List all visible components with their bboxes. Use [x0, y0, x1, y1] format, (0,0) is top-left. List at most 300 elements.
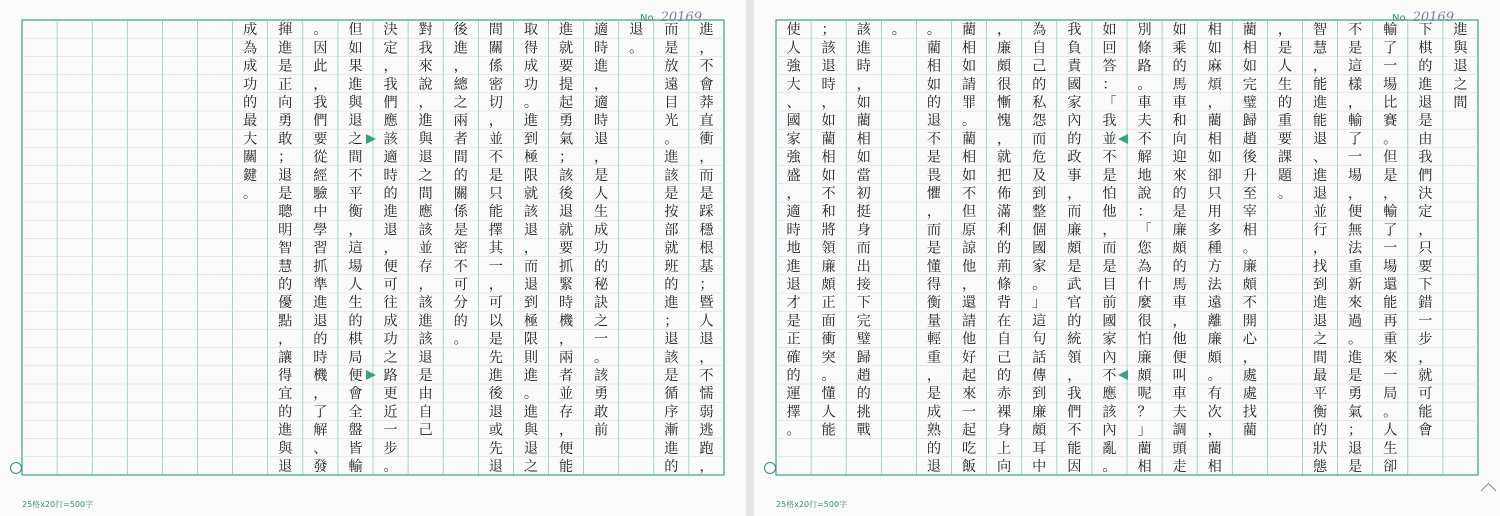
handwritten-character: 人	[821, 404, 836, 421]
handwritten-character: 。	[1242, 240, 1257, 257]
handwritten-character: 很	[1137, 313, 1152, 330]
handwritten-character: 向	[1172, 131, 1187, 148]
handwritten-character: 退	[348, 113, 363, 130]
handwritten-character: 循	[664, 386, 679, 403]
handwritten-character: 時	[821, 76, 836, 93]
handwritten-character: 來	[961, 386, 977, 403]
handwritten-character: 的	[1067, 131, 1082, 148]
handwritten-character: 怕	[1102, 186, 1117, 203]
handwritten-character: 是	[1102, 258, 1117, 275]
handwritten-character: 初	[856, 186, 871, 203]
handwritten-character: 有	[1207, 386, 1222, 403]
handwritten-character: 相	[1242, 40, 1257, 57]
handwritten-character: 退	[1453, 58, 1468, 75]
handwritten-character: 進	[699, 22, 714, 39]
handwritten-character: 最	[1312, 368, 1328, 385]
handwritten-character: 後	[1242, 149, 1257, 166]
handwritten-character: 勇	[278, 113, 293, 130]
handwritten-character: ，	[926, 368, 942, 385]
handwritten-character: 的	[856, 386, 871, 403]
handwritten-character: 光	[664, 113, 679, 130]
handwritten-character: 家	[1032, 258, 1047, 275]
handwritten-character: 該	[664, 349, 679, 366]
handwritten-character: 內	[1102, 349, 1117, 366]
handwritten-character: 暨	[699, 295, 714, 312]
handwritten-character: 一	[961, 404, 977, 421]
handwritten-character: 要	[558, 58, 574, 75]
handwritten-character: 輕	[926, 331, 942, 348]
handwritten-character: 能	[1312, 76, 1328, 93]
handwritten-character: 我	[383, 76, 398, 93]
handwritten-character: 升	[1242, 167, 1257, 184]
handwritten-character: 並	[418, 240, 433, 257]
handwritten-character: 是	[1418, 113, 1433, 130]
handwritten-character: 生	[1277, 76, 1293, 93]
handwritten-character: 緊	[558, 277, 574, 294]
handwritten-character: 並	[488, 131, 503, 148]
handwritten-character: ；	[558, 149, 574, 166]
handwritten-character: 自	[997, 331, 1012, 348]
handwritten-character: 是	[278, 58, 293, 75]
handwritten-character: 退	[488, 404, 503, 421]
handwritten-character: 更	[383, 386, 398, 403]
handwritten-character: 該	[856, 22, 871, 39]
handwritten-character: 時	[558, 295, 574, 312]
handwritten-character: 退	[1418, 95, 1433, 112]
handwritten-character: 宰	[1242, 204, 1257, 221]
handwritten-character: 夫	[1172, 404, 1187, 421]
handwritten-character: 和	[821, 204, 836, 221]
handwritten-character: 完	[856, 313, 871, 330]
handwritten-character: 藺	[821, 131, 836, 148]
handwritten-character: 麼	[1137, 295, 1152, 312]
handwritten-character: ，	[594, 76, 609, 93]
handwritten-character: 弱	[699, 404, 714, 421]
handwritten-character: 直	[699, 113, 714, 130]
handwritten-character: 的	[1277, 95, 1293, 112]
handwritten-character: 是	[1383, 167, 1398, 184]
handwritten-character: 該	[418, 331, 433, 348]
handwritten-character: 將	[821, 222, 836, 239]
handwritten-character: 。	[523, 95, 539, 112]
page-number: 20169	[1412, 10, 1454, 25]
handwritten-character: 步	[1418, 331, 1433, 348]
handwritten-character: 功	[383, 331, 398, 348]
handwritten-character: 而	[664, 22, 679, 39]
handwritten-character: 。	[523, 386, 539, 403]
handwritten-character: 之	[418, 167, 433, 184]
handwritten-character: 密	[488, 76, 503, 93]
handwritten-character: 要	[558, 240, 574, 257]
handwritten-character: 棋	[1418, 40, 1433, 57]
handwritten-character: 機	[313, 368, 328, 385]
handwritten-character: 比	[1383, 95, 1398, 112]
handwritten-character: 卻	[1207, 167, 1222, 184]
handwritten-character: ，	[418, 277, 433, 294]
handwritten-character: 適	[383, 149, 398, 166]
handwritten-character: 平	[1312, 386, 1328, 403]
handwritten-character: 前	[1102, 295, 1117, 312]
handwritten-character: 歸	[1242, 113, 1257, 130]
handwritten-character: 適	[594, 95, 609, 112]
handwritten-character: 應	[1102, 386, 1117, 403]
manuscript-page-left	[0, 0, 746, 516]
handwritten-character: 揮	[278, 22, 293, 39]
handwritten-character: 輸	[1383, 204, 1398, 221]
handwritten-character: 危	[1032, 149, 1047, 166]
handwritten-character: 該	[594, 368, 609, 385]
handwritten-character: 輸	[348, 459, 363, 476]
handwritten-character: ，	[699, 149, 714, 166]
handwritten-character: 場	[1383, 76, 1398, 93]
handwritten-character: 其	[488, 240, 503, 257]
handwritten-character: 璧	[856, 331, 871, 348]
handwritten-character: 不	[1067, 422, 1082, 439]
handwritten-character: 傳	[1032, 368, 1047, 385]
handwritten-character: 之	[523, 459, 539, 476]
handwritten-character: 。	[891, 22, 906, 39]
handwritten-character: 抓	[558, 258, 574, 275]
handwritten-character: 煩	[1207, 76, 1222, 93]
handwritten-character: 得	[523, 40, 539, 57]
handwritten-character: 退	[821, 58, 836, 75]
handwritten-character: 璧	[1242, 95, 1257, 112]
handwritten-character: 生	[348, 295, 363, 312]
handwritten-character: 間	[1453, 95, 1468, 112]
handwritten-character: 不	[699, 58, 714, 75]
handwritten-character: 穩	[699, 222, 714, 239]
center-fold-tab-right	[1118, 134, 1128, 144]
handwritten-character: ，	[453, 58, 468, 75]
handwritten-character: 退	[418, 149, 433, 166]
handwritten-character: 進	[523, 404, 539, 421]
handwritten-character: 的	[1172, 58, 1187, 75]
grid-spec-footer: 25格x20行=500字	[22, 500, 94, 509]
handwritten-character: 相	[1207, 131, 1222, 148]
handwritten-character: 對	[418, 22, 433, 39]
handwritten-character: 身	[856, 222, 871, 239]
handwritten-character: 進	[313, 295, 328, 312]
handwritten-character: 者	[558, 368, 574, 385]
handwritten-character: ，	[278, 331, 293, 348]
handwritten-character: 是	[1348, 459, 1363, 476]
handwritten-character: 進	[664, 440, 679, 457]
handwritten-character: 或	[488, 422, 503, 439]
handwritten-character: 亂	[1102, 440, 1117, 457]
handwritten-character: 以	[488, 313, 503, 330]
handwritten-character: ，	[488, 277, 503, 294]
handwritten-character: 相	[1207, 22, 1222, 39]
handwritten-character: 的	[1172, 258, 1187, 275]
handwritten-character: 基	[699, 258, 714, 275]
handwritten-character: ，	[558, 422, 574, 439]
handwritten-character: 相	[1207, 459, 1222, 476]
handwritten-character: 時	[786, 222, 801, 239]
handwritten-character: 是	[664, 40, 679, 57]
handwritten-character: 調	[1172, 422, 1187, 439]
handwritten-character: ，	[699, 459, 714, 476]
handwritten-character: 時	[856, 58, 871, 75]
handwritten-character: ，	[1067, 186, 1082, 203]
handwritten-character: 退	[1348, 440, 1363, 457]
handwritten-character: 關	[488, 40, 503, 57]
handwritten-character: 應	[383, 113, 398, 130]
handwritten-character: 懼	[926, 186, 942, 203]
handwritten-character: 懂	[821, 386, 836, 403]
handwritten-character: 踩	[699, 204, 714, 221]
handwritten-character: 藺	[961, 22, 977, 39]
handwritten-character: 。	[1383, 404, 1398, 421]
handwritten-character: 頗	[1172, 240, 1187, 257]
handwritten-character: 重	[1383, 331, 1398, 348]
handwritten-character: ；	[821, 22, 836, 39]
handwritten-character: 就	[664, 240, 679, 257]
handwritten-character: 在	[997, 313, 1012, 330]
handwritten-character: ；	[1348, 422, 1363, 439]
handwritten-character: 迎	[1172, 149, 1187, 166]
handwritten-character: 進	[786, 258, 801, 275]
handwritten-character: 衝	[699, 131, 714, 148]
handwritten-character: 下	[1418, 22, 1433, 39]
handwritten-character: 是	[1277, 40, 1293, 57]
corner-circle-mark	[10, 462, 22, 474]
handwritten-character: ，	[1172, 313, 1187, 330]
handwritten-character: 懦	[699, 386, 714, 403]
handwritten-character: 起	[558, 95, 574, 112]
handwritten-character: 大	[243, 131, 258, 148]
handwritten-character: 藺	[961, 131, 977, 148]
handwritten-character: 中	[1032, 459, 1047, 476]
handwritten-character: ，	[1067, 368, 1082, 385]
handwritten-character: ，	[488, 113, 503, 130]
handwritten-character: 準	[313, 277, 328, 294]
handwritten-character: ；	[699, 277, 714, 294]
handwritten-character: ，	[699, 349, 714, 366]
handwritten-character: 什	[1137, 277, 1152, 294]
handwritten-character: 正	[786, 331, 801, 348]
handwritten-character: 是	[664, 186, 679, 203]
handwritten-character: 時	[383, 167, 398, 184]
handwritten-character: 成	[243, 22, 258, 39]
handwritten-character: 。	[629, 40, 644, 57]
handwritten-character: 時	[594, 40, 609, 57]
handwritten-character: 頗	[1137, 368, 1152, 385]
handwritten-character: ，	[348, 222, 363, 239]
handwritten-character: 處	[1242, 386, 1257, 403]
writing-grid-right	[754, 0, 1500, 516]
handwritten-character: 個	[1032, 222, 1047, 239]
handwritten-character: 後	[558, 186, 574, 203]
handwritten-character: 句	[1032, 331, 1047, 348]
handwritten-character: 近	[383, 404, 398, 421]
handwritten-character: 荊	[997, 258, 1012, 275]
handwritten-character: 樣	[1348, 76, 1363, 93]
handwritten-character: 進	[278, 40, 293, 57]
handwritten-character: 該	[418, 295, 433, 312]
handwritten-character: 答	[1102, 58, 1117, 75]
handwritten-character: 重	[926, 349, 942, 366]
handwritten-character: 相	[1137, 459, 1152, 476]
handwritten-character: 離	[1207, 313, 1222, 330]
handwritten-character: 新	[1348, 277, 1363, 294]
handwritten-character: 之	[453, 95, 468, 112]
handwritten-character: 如	[1172, 22, 1187, 39]
handwritten-character: 的	[1067, 313, 1082, 330]
handwritten-character: 時	[313, 349, 328, 366]
handwritten-character: 是	[1172, 204, 1187, 221]
handwritten-character: 。	[594, 349, 609, 366]
handwritten-character: 的	[383, 186, 398, 203]
handwritten-character: ，	[821, 95, 836, 112]
handwritten-character: 廉	[1067, 222, 1082, 239]
handwritten-character: 能	[558, 459, 574, 476]
handwritten-character: 我	[1102, 113, 1117, 130]
handwritten-character: 接	[856, 277, 871, 294]
handwritten-character: 明	[278, 222, 293, 239]
handwritten-character: 而	[699, 167, 714, 184]
handwritten-character: ：	[1137, 204, 1152, 221]
handwritten-character: 進	[1312, 295, 1328, 312]
handwritten-character: 路	[1137, 58, 1152, 75]
handwritten-character: 得	[926, 277, 942, 294]
handwritten-character: 藺	[1137, 440, 1152, 457]
handwritten-character: 滿	[997, 204, 1012, 221]
handwritten-character: 總	[453, 76, 468, 93]
handwritten-character: 遠	[1207, 295, 1222, 312]
handwritten-character: 熟	[926, 422, 942, 439]
handwritten-character: 取	[523, 22, 539, 39]
handwritten-character: 與	[348, 95, 363, 112]
handwritten-character: 則	[523, 349, 539, 366]
handwritten-character: 領	[821, 240, 836, 257]
handwritten-character: 別	[1137, 22, 1152, 39]
handwritten-character: 車	[1137, 95, 1152, 112]
handwritten-character: 和	[1172, 113, 1187, 130]
handwritten-character: 不	[926, 131, 942, 148]
handwritten-character: 進	[418, 313, 433, 330]
handwritten-character: 背	[997, 295, 1012, 312]
handwritten-character: 不	[1102, 149, 1117, 166]
handwritten-character: 頗	[1032, 422, 1047, 439]
handwritten-character: 序	[664, 404, 679, 421]
handwritten-character: 就	[997, 149, 1012, 166]
handwritten-character: 的	[594, 258, 609, 275]
handwritten-character: 狀	[1312, 440, 1328, 457]
handwritten-character: 間	[488, 22, 503, 39]
handwritten-character: 是	[1102, 167, 1117, 184]
handwritten-character: 無	[1348, 222, 1363, 239]
handwritten-character: 該	[1102, 404, 1117, 421]
handwritten-character: 盛	[786, 167, 801, 184]
handwritten-character: 該	[418, 222, 433, 239]
handwritten-character: 訣	[594, 295, 609, 312]
handwritten-character: 武	[1067, 277, 1082, 294]
handwritten-character: 是	[664, 368, 679, 385]
handwritten-character: 能	[1067, 440, 1082, 457]
center-fold-tab-left	[366, 134, 376, 144]
handwritten-character: 量	[926, 313, 942, 330]
handwritten-character: 從	[313, 149, 328, 166]
handwritten-character: 不	[453, 258, 468, 275]
handwritten-character: ：	[1102, 76, 1117, 93]
handwritten-character: 漸	[664, 422, 679, 439]
handwritten-character: 我	[1067, 22, 1082, 39]
handwritten-character: 限	[523, 167, 539, 184]
handwritten-character: ，	[383, 240, 398, 257]
handwritten-character: 間	[453, 149, 468, 166]
handwritten-character: 便	[1172, 349, 1187, 366]
handwritten-character: 先	[488, 349, 503, 366]
handwritten-character: 存	[418, 258, 433, 275]
handwritten-character: 由	[1418, 131, 1433, 148]
handwritten-character: 了	[1383, 222, 1398, 239]
handwritten-character: 就	[558, 222, 574, 239]
handwritten-character: 廉	[1137, 349, 1152, 366]
handwritten-character: 到	[1032, 186, 1047, 203]
handwritten-character: 但	[348, 22, 363, 39]
handwritten-character: ，	[1348, 186, 1363, 203]
handwritten-character: ，	[1383, 186, 1398, 203]
handwritten-character: 會	[699, 76, 714, 93]
handwritten-character: 們	[1418, 167, 1433, 184]
handwritten-character: ，	[997, 131, 1012, 148]
handwritten-character: 請	[961, 76, 977, 93]
handwritten-character: 進	[418, 113, 433, 130]
handwritten-character: 的	[348, 313, 363, 330]
handwritten-character: 法	[1207, 277, 1222, 294]
handwritten-character: 吃	[961, 440, 977, 457]
handwritten-character: 。	[1207, 368, 1222, 385]
handwritten-character: 。	[383, 459, 398, 476]
handwritten-character: 心	[1242, 331, 1257, 348]
handwritten-character: 。	[1383, 131, 1398, 148]
handwritten-character: 如	[1102, 22, 1117, 39]
handwritten-character: 密	[453, 240, 468, 257]
handwritten-character: 己	[997, 349, 1012, 366]
handwritten-character: 藺	[1242, 22, 1257, 39]
handwritten-character: 可	[453, 277, 468, 294]
handwritten-character: 為	[243, 40, 258, 57]
handwritten-character: 退	[383, 222, 398, 239]
handwritten-character: 態	[1312, 459, 1328, 476]
handwritten-character: 存	[558, 404, 574, 421]
handwritten-character: 路	[383, 368, 398, 385]
handwritten-character: 起	[961, 368, 977, 385]
handwritten-character: ，	[1102, 222, 1117, 239]
handwritten-character: ，	[558, 331, 574, 348]
handwritten-character: 者	[453, 131, 468, 148]
handwritten-character: 國	[1032, 240, 1047, 257]
handwritten-character: 就	[558, 40, 574, 57]
handwritten-character: 為	[1137, 258, 1152, 275]
handwritten-character: 限	[523, 331, 539, 348]
handwritten-character: 相	[961, 40, 977, 57]
handwritten-character: 運	[786, 386, 801, 403]
handwritten-character: 的	[1312, 422, 1328, 439]
handwritten-character: 能	[1418, 404, 1433, 421]
handwritten-character: 是	[418, 368, 433, 385]
handwritten-character: 一	[1348, 149, 1363, 166]
handwritten-character: 而	[1067, 204, 1082, 221]
handwritten-character: 可	[383, 277, 398, 294]
handwritten-character: 前	[594, 422, 609, 439]
handwritten-character: 飯	[961, 459, 977, 476]
handwritten-character: 如	[856, 95, 871, 112]
handwritten-character: 到	[1032, 386, 1047, 403]
handwritten-character: 進	[348, 76, 363, 93]
handwritten-character: ，	[1207, 422, 1222, 439]
handwritten-character: 向	[278, 95, 293, 112]
